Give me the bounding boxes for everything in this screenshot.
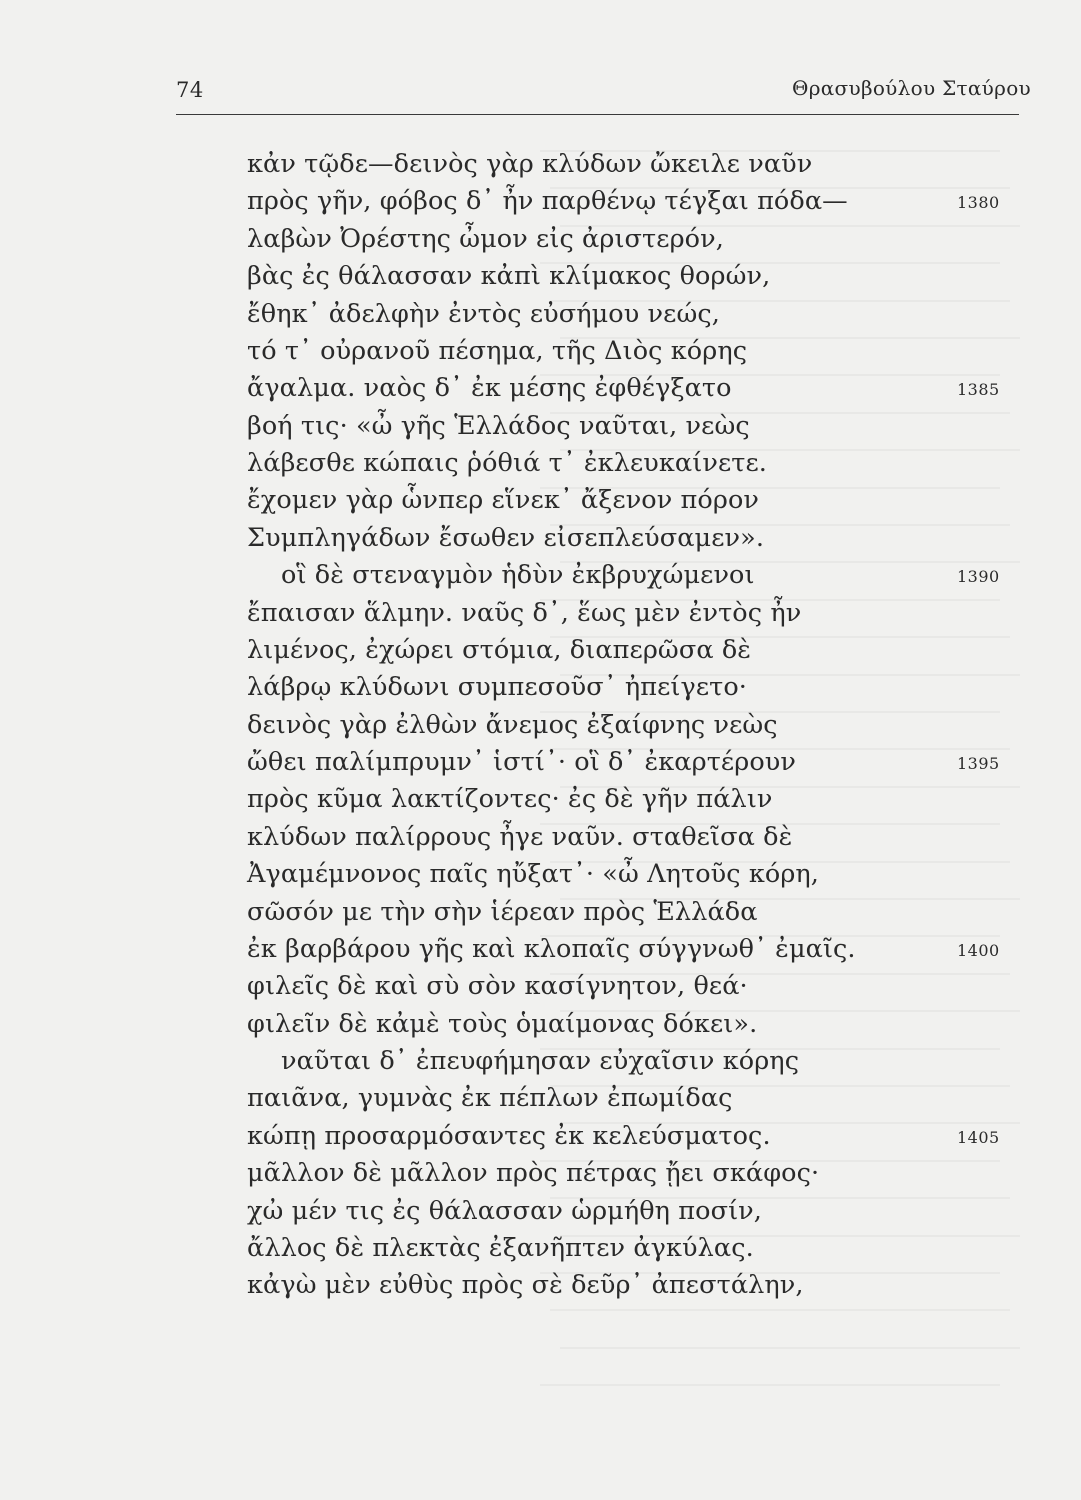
verse-line: βὰς ἐς θάλασσαν κἀπὶ κλίμακος θορών, [247, 261, 771, 292]
verse-line: λαβὼν Ὀρέστης ὦμον εἰς ἀριστερόν, [247, 223, 724, 254]
verse-line: Ἀγαμέμνονος παῖς ηὔξατ᾽· «ὦ Λητοῦς κόρη, [247, 859, 820, 890]
verse-line: ὤθει παλίμπρυμν᾽ ἱστί᾽· οἳ δ᾽ ἐκαρτέρουν [247, 747, 796, 777]
verse-line: ἄλλος δὲ πλεκτὰς ἐξανῆπτεν ἀγκύλας. [247, 1232, 754, 1263]
page-number: 74 [176, 78, 204, 102]
verse-line: ἄγαλμα. ναὸς δ᾽ ἐκ μέσης ἐφθέγξατο [247, 373, 732, 404]
verse-line: Συμπληγάδων ἔσωθεν εἰσεπλεύσαμεν». [247, 522, 765, 553]
verse-line: βοή τις· «ὦ γῆς Ἑλλάδος ναῦται, νεὼς [247, 410, 750, 441]
verse-line: πρὸς κῦμα λακτίζοντες· ἐς δὲ γῆν πάλιν [247, 784, 773, 815]
verse-line: λάβεσθε κώπαις ῥόθιά τ᾽ ἐκλευκαίνετε. [247, 448, 767, 478]
verse-line: φιλεῖν δὲ κἀμὲ τοὺς ὁμαίμονας δόκει». [247, 1008, 758, 1039]
verse-line: χὠ μέν τις ἐς θάλασσαν ὡρμήθη ποσίν, [247, 1195, 762, 1226]
verse-line: κἀν τῷδε—δεινὸς γὰρ κλύδων ὤκειλε ναῦν [247, 149, 813, 179]
line-number: 1400 [957, 940, 1000, 960]
verse-line: παιᾶνα, γυμνὰς ἐκ πέπλων ἐπωμίδας [247, 1083, 733, 1114]
line-number: 1385 [957, 380, 1000, 400]
verse-line: δεινὸς γὰρ ἐλθὼν ἄνεμος ἐξαίφνης νεὼς [247, 709, 778, 740]
line-number: 1380 [957, 193, 1000, 213]
verse-line: κλύδων παλίρρους ἦγε ναῦν. σταθεῖσα δὲ [247, 821, 793, 852]
verse-line: πρὸς γῆν, φόβος δ᾽ ἦν παρθένῳ τέγξαι πόδα— [247, 186, 848, 217]
verse-line: ναῦται δ᾽ ἐπευφήμησαν εὐχαῖσιν κόρης [281, 1046, 800, 1076]
verse-line: τό τ᾽ οὐρανοῦ πέσημα, τῆς Διὸς κόρης [247, 335, 748, 366]
verse-line: φιλεῖς δὲ καὶ σὺ σὸν κασίγνητον, θεά· [247, 971, 748, 1002]
verse-line: κἀγὼ μὲν εὐθὺς πρὸς σὲ δεῦρ᾽ ἀπεστάλην, [247, 1270, 804, 1301]
verse-line: ἔθηκ᾽ ἀδελφὴν ἐντὸς εὐσήμου νεώς, [247, 298, 720, 329]
verse-line: οἳ δὲ στεναγμὸν ἡδὺν ἐκβρυχώμενοι [281, 560, 755, 591]
header-rule [176, 114, 1019, 115]
verse-line: σῶσόν με τὴν σὴν ἱέρεαν πρὸς Ἑλλάδα [247, 896, 758, 927]
line-number: 1390 [957, 567, 1000, 587]
running-head: Θρασυβούλου Σταύρου [792, 76, 1031, 100]
line-number: 1405 [957, 1127, 1000, 1147]
verse-line: λιμένος, ἐχώρει στόμια, διαπερῶσα δὲ [247, 634, 752, 665]
verse-line: ἐκ βαρβάρου γῆς καὶ κλοπαῖς σύγγνωθ᾽ ἐμαῖς. [247, 933, 856, 964]
verse-line: κώπῃ προσαρμόσαντες ἐκ κελεύσματος. [247, 1120, 771, 1151]
verse-line: ἔπαισαν ἅλμην. ναῦς δ᾽, ἕως μὲν ἐντὸς ἦν [247, 597, 802, 628]
verse-block [247, 146, 937, 1305]
verse-line: μᾶλλον δὲ μᾶλλον πρὸς πέτρας ᾔει σκάφος· [247, 1158, 820, 1189]
line-number: 1395 [957, 754, 1000, 774]
verse-line: ἔχομεν γὰρ ὧνπερ εἵνεκ᾽ ἄξενον πόρον [247, 485, 760, 516]
verse-line: λάβρῳ κλύδωνι συμπεσοῦσ᾽ ἠπείγετο· [247, 672, 748, 703]
